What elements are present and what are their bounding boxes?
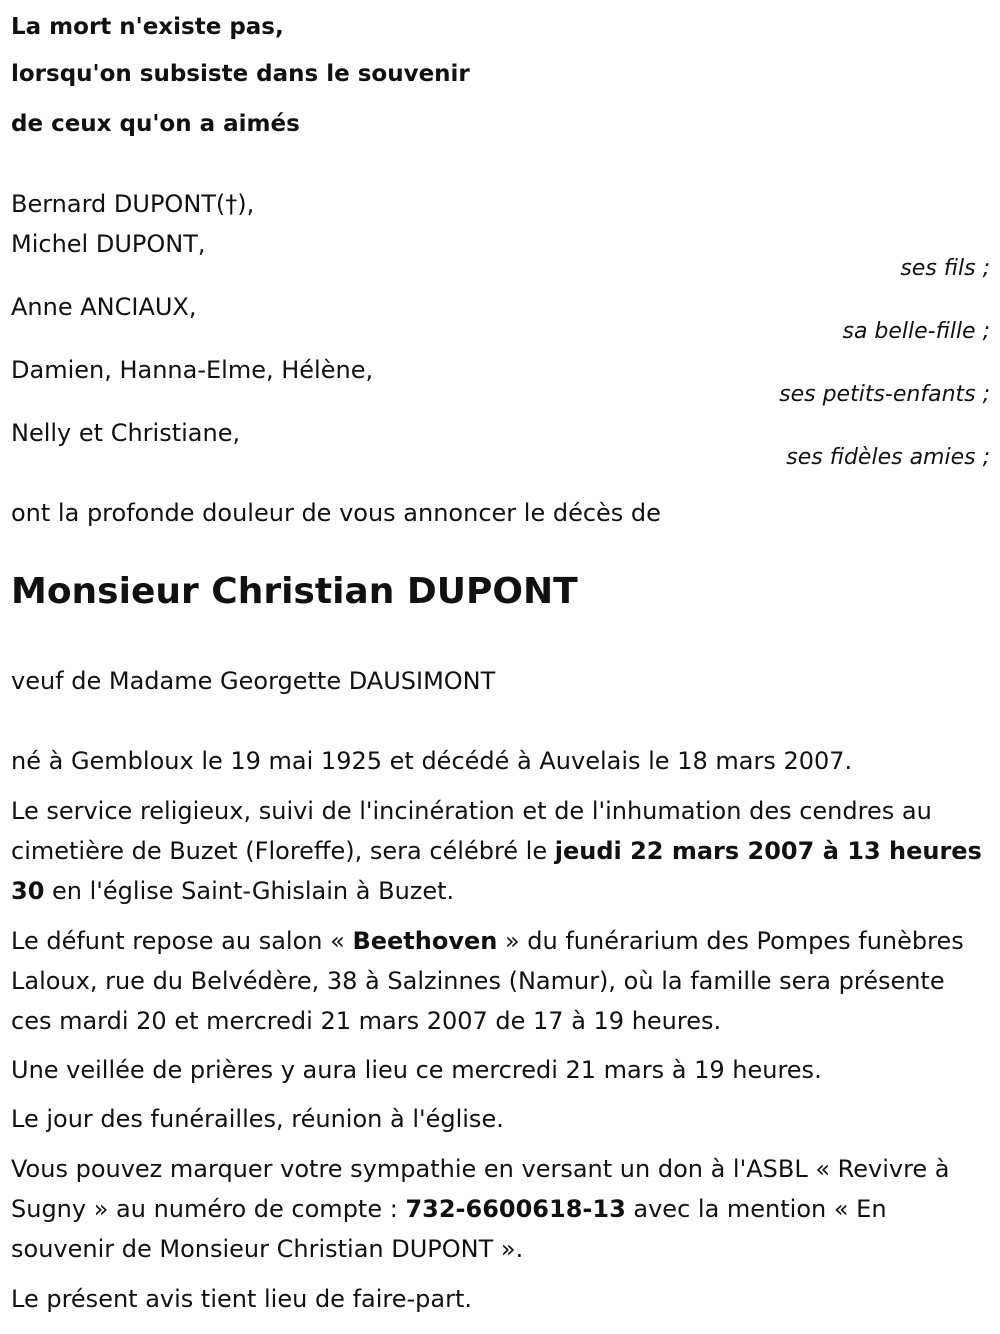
repose-text-after: » du funérarium des Pompes funèbres Laloux, rue du Belvédère, 38 à Salzinnes (Namur), où la famille sera présente ces mardi 20 et mercredi 21 mars 2007 de 17 à 19 heures. [11, 927, 964, 1035]
relation-daughter-in-law: sa belle-fille ; [842, 319, 990, 344]
service-text-before: Le service religieux, suivi de l'incinération et de l'inhumation des cendres au cimetière de Buzet (Floreffe), sera célébré le [11, 797, 932, 865]
family-name-grandchildren: Damien, Hanna-Elme, Hélène, [11, 356, 374, 384]
epigraph-line-2: lorsqu'on subsiste dans le souvenir [11, 61, 470, 87]
vigil-paragraph: Une veillée de prières y aura lieu ce mercredi 21 mars à 19 heures. [11, 1056, 822, 1084]
repose-text-before: Le défunt repose au salon « [11, 927, 353, 955]
closing-paragraph: Le présent avis tient lieu de faire-part. [11, 1285, 473, 1313]
donation-paragraph [11, 1149, 986, 1269]
deceased-name: Monsieur Christian DUPONT [11, 571, 578, 612]
widower-text: veuf de Madame Georgette DAUSIMONT [11, 667, 496, 695]
donation-text-before: Vous pouvez marquer votre sympathie en versant un don à l'ASBL « Revivre à Sugny » au numéro de compte : [11, 1155, 950, 1223]
epigraph-line-3: de ceux qu'on a aimés [11, 111, 300, 137]
family-name-bernard: Bernard DUPONT(†), [11, 190, 255, 218]
birth-death-text: né à Gembloux le 19 mai 1925 et décédé à Auvelais le 18 mars 2007. [11, 747, 853, 775]
service-paragraph [11, 791, 986, 911]
family-name-anne: Anne ANCIAUX, [11, 293, 197, 321]
service-date: jeudi 22 mars 2007 à 13 heures 30 [11, 837, 982, 905]
donation-text-after: avec la mention « En souvenir de Monsieur Christian DUPONT ». [11, 1195, 887, 1263]
announcement-text: ont la profonde douleur de vous annoncer le décès de [11, 499, 661, 527]
repose-salon: Beethoven [352, 927, 498, 955]
service-text-after: en l'église Saint-Ghislain à Buzet. [44, 877, 455, 905]
family-name-friends: Nelly et Christiane, [11, 419, 241, 447]
epigraph-line-1: La mort n'existe pas, [11, 14, 284, 40]
repose-paragraph [11, 921, 986, 1041]
relation-grandchildren: ses petits-enfants ; [779, 382, 990, 407]
funeral-day-paragraph: Le jour des funérailles, réunion à l'église. [11, 1105, 504, 1133]
relation-friends: ses fidèles amies ; [786, 445, 990, 470]
family-name-michel: Michel DUPONT, [11, 230, 206, 258]
donation-account: 732-6600618-13 [405, 1195, 626, 1223]
relation-sons: ses fils ; [900, 256, 990, 281]
